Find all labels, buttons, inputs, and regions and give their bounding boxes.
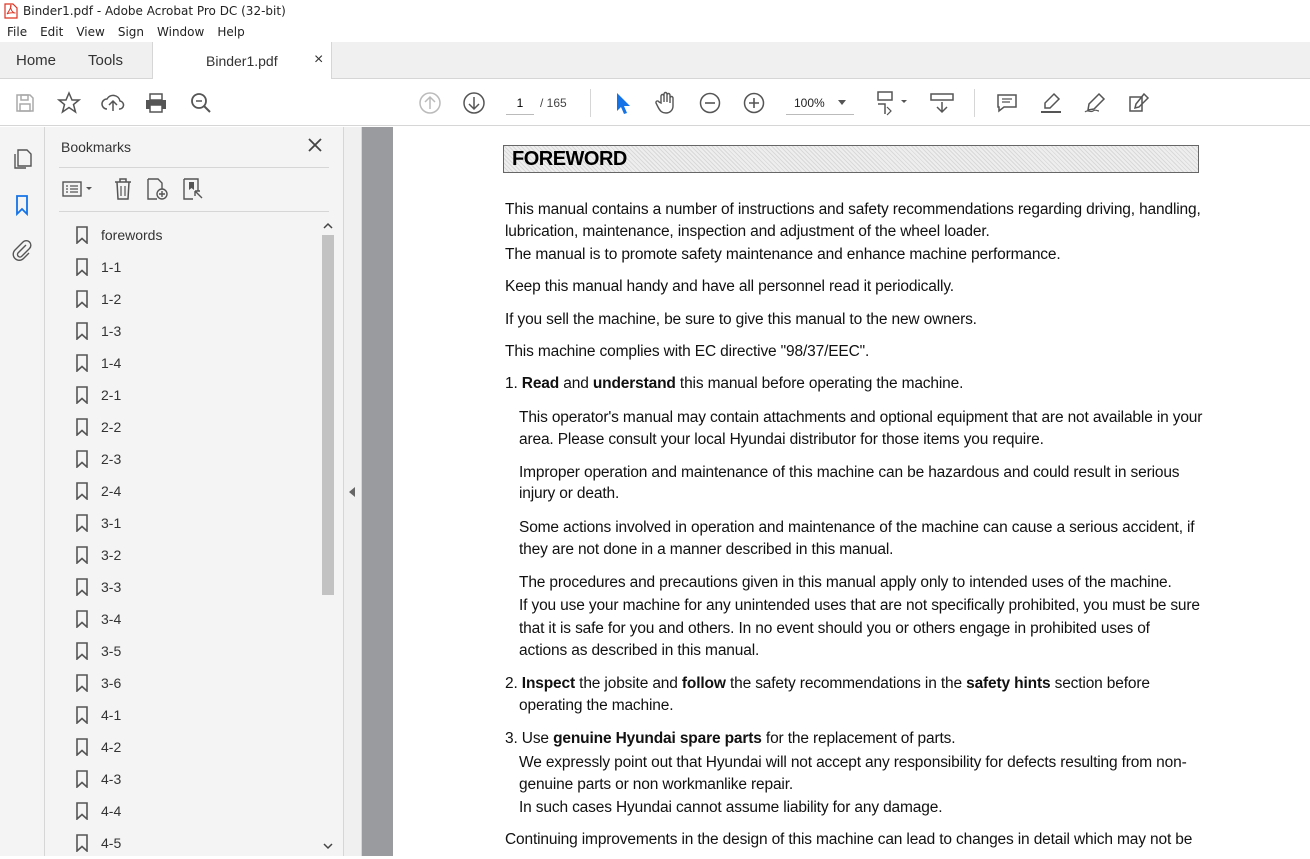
paragraph-line: Keep this manual handy and have all personnel read it periodically. <box>505 278 954 295</box>
paragraph-line: The manual is to promote safety maintenance and enhance machine performance. <box>505 246 1061 263</box>
zoom-out-icon[interactable] <box>697 90 723 116</box>
bookmark-item[interactable] <box>75 443 315 475</box>
bookmark-icon <box>75 578 89 596</box>
bookmark-item[interactable] <box>75 379 315 411</box>
page-heading: FOREWORD <box>503 145 1199 173</box>
paragraph-line: lubrication, maintenance, inspection and adjustment of the wheel loader. <box>505 223 990 240</box>
scroll-mode-icon[interactable] <box>929 90 955 116</box>
paragraph-line: We expressly point out that Hyundai will not accept any responsibility for defects resulting from non- <box>519 754 1187 771</box>
bookmark-icon <box>75 642 89 660</box>
list-item-1: 1. Read and understand this manual before operating the machine. <box>505 375 964 392</box>
title-bar <box>0 0 1310 22</box>
paragraph-line: injury or death. <box>519 485 620 502</box>
bookmarks-panel <box>45 127 344 856</box>
bookmark-label: 3-5 <box>101 643 122 659</box>
tab-home[interactable]: Home <box>16 52 57 69</box>
bookmark-label: 3-1 <box>101 515 122 531</box>
paragraph-line: If you use your machine for any unintended uses that are not specifically prohibited, you must be sure <box>519 597 1200 614</box>
bookmark-scrollbar[interactable] <box>321 220 335 856</box>
toolbar-divider <box>590 89 591 117</box>
bookmark-properties-icon[interactable] <box>181 177 205 201</box>
tab-document[interactable] <box>152 42 332 80</box>
bookmark-label: 1-3 <box>101 323 122 339</box>
bookmark-label: 4-5 <box>101 835 122 851</box>
bookmark-icon <box>75 450 89 468</box>
hand-icon[interactable] <box>653 90 679 116</box>
bookmark-label: 4-4 <box>101 803 122 819</box>
pdf-page <box>393 127 1310 856</box>
bookmark-item[interactable] <box>75 667 315 699</box>
bookmark-label: 2-2 <box>101 419 122 435</box>
new-bookmark-icon[interactable] <box>145 177 169 201</box>
menu-sign[interactable]: Sign <box>117 25 145 39</box>
bookmark-item[interactable] <box>75 475 315 507</box>
menu-file[interactable]: File <box>7 25 28 39</box>
bookmark-label: 1-2 <box>101 291 122 307</box>
bookmark-label: 2-3 <box>101 451 122 467</box>
page-number-input[interactable] <box>506 91 534 115</box>
bookmark-icon <box>75 514 89 532</box>
panel-collapse-handle[interactable] <box>344 127 362 856</box>
tab-document-label: Binder1.pdf <box>206 53 278 69</box>
next-page-icon[interactable] <box>461 90 487 116</box>
sign-icon[interactable] <box>1082 90 1108 116</box>
bookmark-icon <box>75 290 89 308</box>
bookmark-item[interactable] <box>75 571 315 603</box>
bookmark-icon <box>75 354 89 372</box>
bookmark-item[interactable] <box>75 827 315 859</box>
upload-icon[interactable] <box>100 90 126 116</box>
bookmark-item[interactable] <box>75 699 315 731</box>
zoom-select[interactable] <box>786 91 854 115</box>
document-viewer[interactable] <box>362 127 1310 856</box>
bookmark-icon <box>75 546 89 564</box>
edit-icon[interactable] <box>1126 90 1152 116</box>
chevron-down-icon <box>838 100 846 105</box>
tab-tools[interactable]: Tools <box>88 52 124 69</box>
delete-bookmark-icon[interactable] <box>111 177 135 201</box>
bookmark-label: 4-3 <box>101 771 122 787</box>
scroll-up-icon[interactable] <box>323 222 333 230</box>
bookmark-label: 4-2 <box>101 739 122 755</box>
bookmark-item[interactable] <box>75 635 315 667</box>
bookmark-list <box>75 219 315 859</box>
bookmark-item[interactable] <box>75 251 315 283</box>
scrollbar-thumb[interactable] <box>322 235 334 595</box>
bookmark-icon <box>75 322 89 340</box>
panel-divider <box>59 167 329 168</box>
bookmark-item[interactable] <box>75 795 315 827</box>
bookmark-item[interactable] <box>75 507 315 539</box>
bookmark-icon <box>75 834 89 852</box>
paragraph-line: This manual contains a number of instructions and safety recommendations regarding driving, handling, <box>505 201 1201 218</box>
paragraph-line: genuine parts or non workmanlike repair. <box>519 776 794 793</box>
bookmark-icon <box>75 418 89 436</box>
bookmark-options-icon[interactable] <box>61 177 95 201</box>
paragraph-line: they are not done in a manner described in this manual. <box>519 541 894 558</box>
star-icon[interactable] <box>56 90 82 116</box>
prev-page-icon[interactable] <box>417 90 443 116</box>
menu-view[interactable]: View <box>76 25 105 39</box>
bookmark-icon <box>75 770 89 788</box>
print-icon[interactable] <box>143 90 169 116</box>
bookmark-item[interactable] <box>75 219 315 251</box>
save-icon[interactable] <box>12 90 38 116</box>
bookmark-item[interactable] <box>75 411 315 443</box>
scroll-down-icon[interactable] <box>323 842 333 850</box>
menu-help[interactable]: Help <box>217 25 245 39</box>
zoom-in-icon[interactable] <box>741 90 767 116</box>
bookmark-item[interactable] <box>75 347 315 379</box>
paragraph-line: actions as described in this manual. <box>519 642 760 659</box>
tab-bar <box>0 42 1310 79</box>
toolbar <box>0 79 1310 126</box>
bookmark-icon <box>75 674 89 692</box>
paragraph-line: This operator's manual may contain attachments and optional equipment that are not available in your <box>519 409 1203 426</box>
bookmark-label: 3-2 <box>101 547 122 563</box>
paragraph-line: Improper operation and maintenance of this machine can be hazardous and could result in serious <box>519 464 1180 481</box>
highlight-icon[interactable] <box>1038 90 1064 116</box>
bookmark-item[interactable] <box>75 731 315 763</box>
paragraph-line: operating the machine. <box>519 697 674 714</box>
bookmark-item[interactable] <box>75 315 315 347</box>
pages-icon[interactable] <box>10 147 34 171</box>
menu-window[interactable]: Window <box>157 25 205 39</box>
bookmark-label: forewords <box>101 227 163 243</box>
paragraph-line: Some actions involved in operation and maintenance of the machine can cause a serious accident, if <box>519 519 1195 536</box>
window-title: Binder1.pdf - Adobe Acrobat Pro DC (32-bit) <box>23 4 286 18</box>
list-item-3: 3. Use genuine Hyundai spare parts for the replacement of parts. <box>505 730 956 747</box>
bookmark-label: 3-3 <box>101 579 122 595</box>
bookmark-item[interactable] <box>75 603 315 635</box>
bookmarks-title: Bookmarks <box>61 139 132 155</box>
bookmark-label: 2-1 <box>101 387 122 403</box>
toolbar-divider <box>974 89 975 117</box>
paragraph-line: area. Please consult your local Hyundai distributor for those items you require. <box>519 431 1044 448</box>
list-item-2: 2. Inspect the jobsite and follow the safety recommendations in the safety hints section before <box>505 675 1150 692</box>
bookmark-label: 1-4 <box>101 355 122 371</box>
page-total: / 165 <box>540 96 567 110</box>
paragraph-line: This machine complies with EC directive "98/37/EEC". <box>505 343 870 360</box>
search-icon[interactable] <box>188 90 214 116</box>
bookmark-icon <box>75 386 89 404</box>
bookmark-icon <box>75 706 89 724</box>
paragraph-line: In such cases Hyundai cannot assume liability for any damage. <box>519 799 943 816</box>
panel-divider <box>59 211 329 212</box>
bookmark-icon <box>75 738 89 756</box>
bookmark-item[interactable] <box>75 539 315 571</box>
bookmark-icon[interactable] <box>10 193 34 217</box>
paragraph-line: The procedures and precautions given in this manual apply only to intended uses of the machine. <box>519 574 1172 591</box>
bookmark-label: 3-4 <box>101 611 122 627</box>
menu-bar <box>0 22 1310 42</box>
left-rail <box>0 127 45 856</box>
collapse-arrow-icon <box>349 487 355 497</box>
menu-edit[interactable]: Edit <box>40 25 64 39</box>
bookmark-label: 1-1 <box>101 259 122 275</box>
bookmark-icon <box>75 226 89 244</box>
bookmark-label: 2-4 <box>101 483 122 499</box>
bookmark-item[interactable] <box>75 283 315 315</box>
tab-close-button[interactable]: × <box>314 51 324 68</box>
bookmark-item[interactable] <box>75 763 315 795</box>
bookmark-icon <box>75 610 89 628</box>
acrobat-icon <box>4 3 18 19</box>
attachment-icon[interactable] <box>10 239 34 263</box>
zoom-value: 100% <box>794 95 825 110</box>
page-fit-icon[interactable] <box>874 90 910 116</box>
paragraph-line: If you sell the machine, be sure to give this manual to the new owners. <box>505 311 977 328</box>
paragraph-line: that it is safe for you and others. In no event should you or others engage in prohibited uses of <box>519 620 1150 637</box>
bookmark-icon <box>75 482 89 500</box>
bookmark-icon <box>75 802 89 820</box>
select-cursor-icon[interactable] <box>609 90 635 116</box>
bookmark-label: 3-6 <box>101 675 122 691</box>
bookmark-icon <box>75 258 89 276</box>
comment-icon[interactable] <box>994 90 1020 116</box>
bookmark-label: 4-1 <box>101 707 122 723</box>
paragraph-line: Continuing improvements in the design of this machine can lead to changes in detail which may not be <box>505 831 1193 848</box>
close-icon[interactable] <box>307 137 323 153</box>
